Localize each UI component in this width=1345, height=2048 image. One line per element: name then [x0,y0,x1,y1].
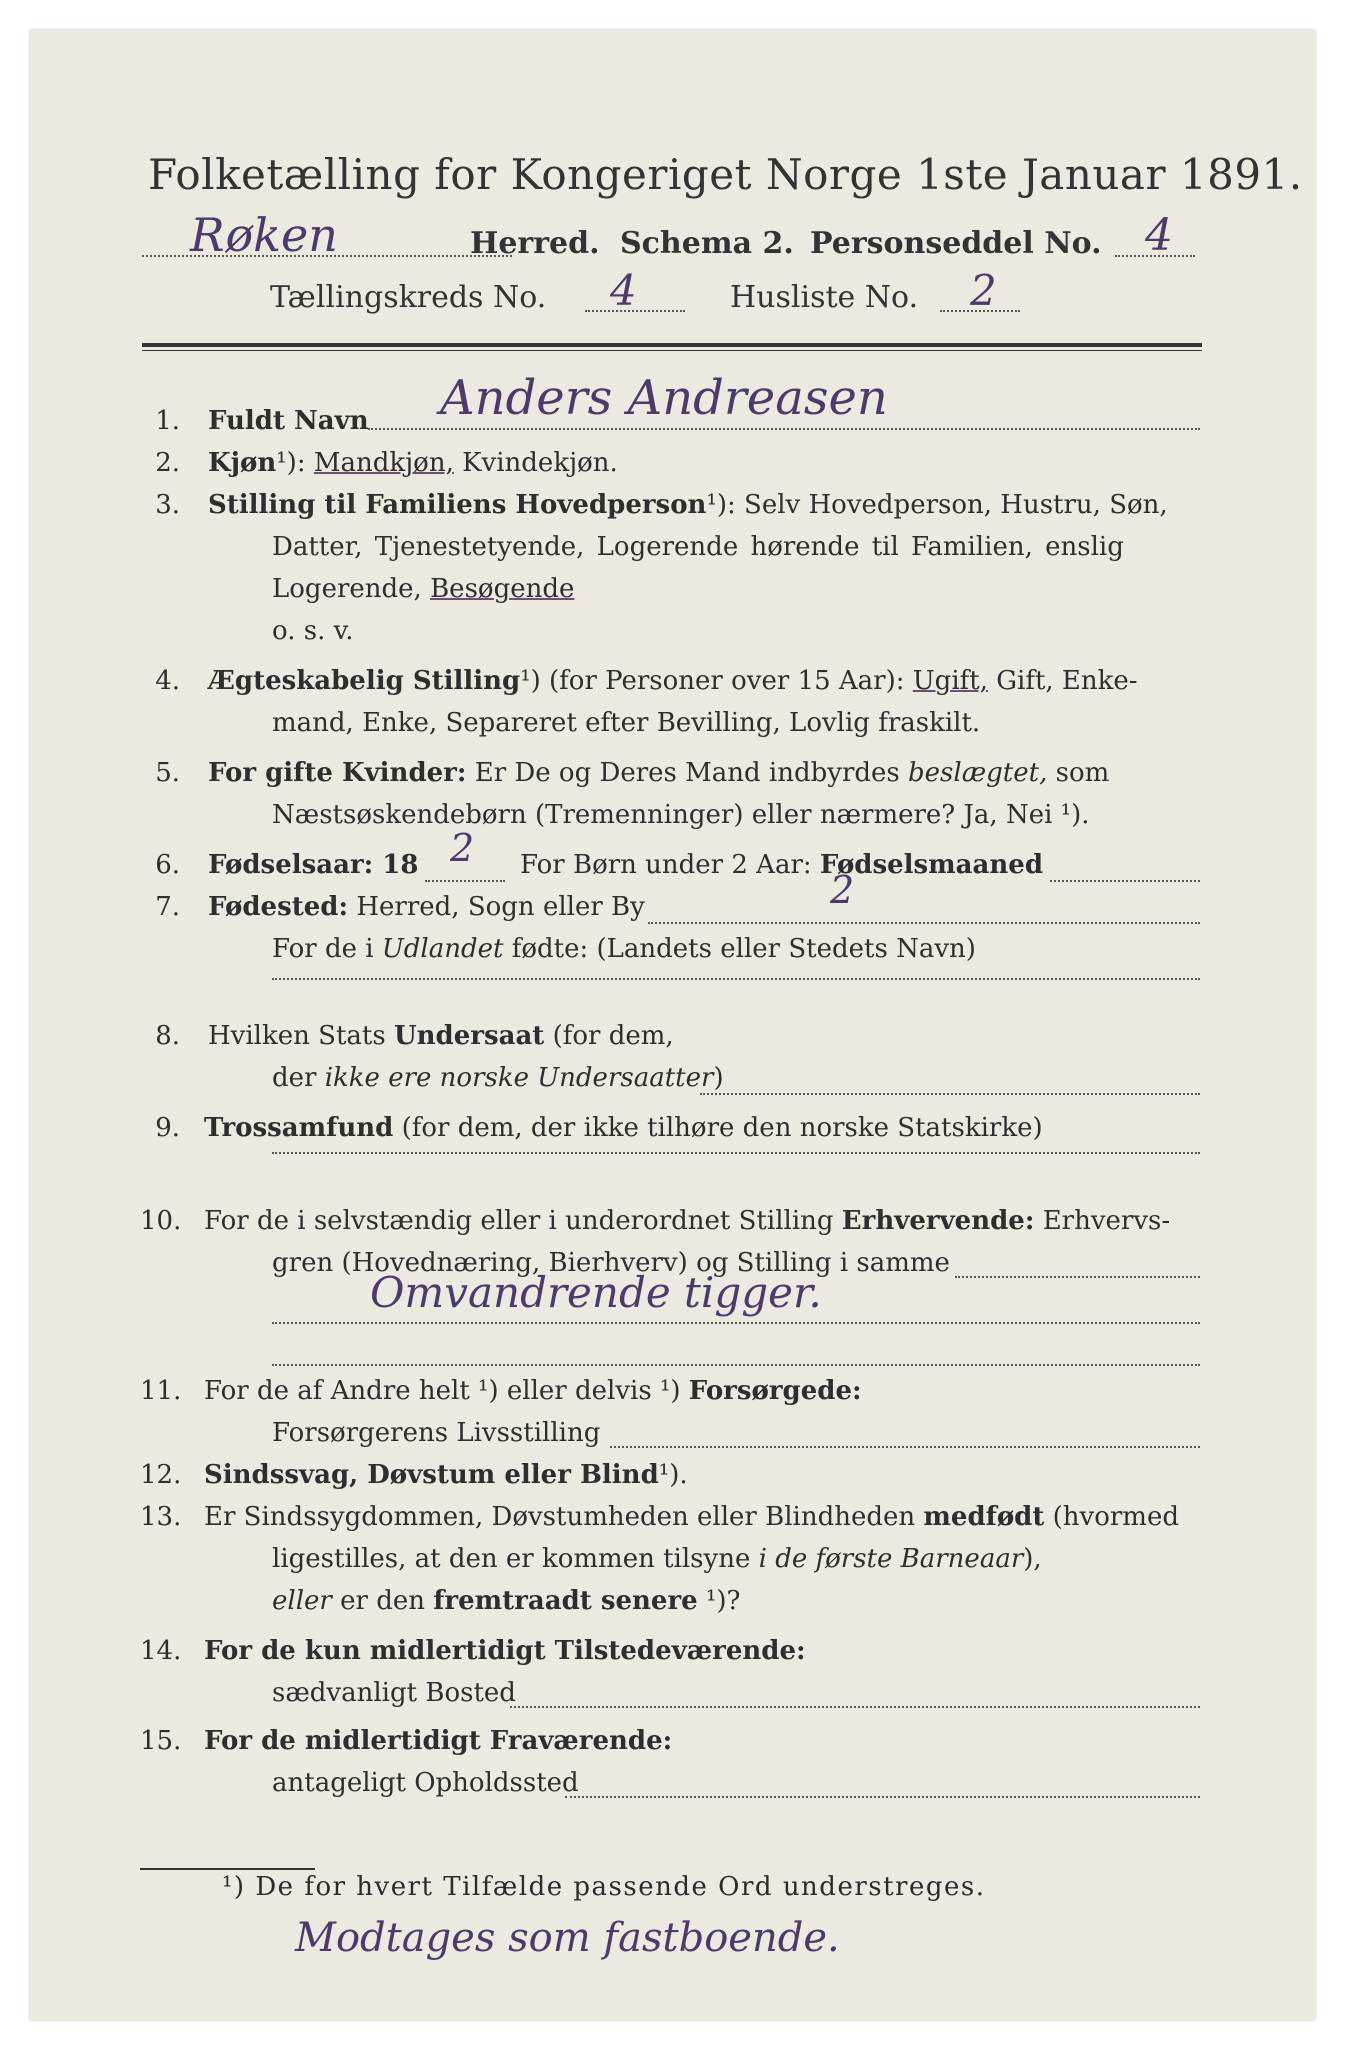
besogende-option: Besøgende [430,574,575,604]
residence-line [565,1796,1200,1798]
personseddel-label: Personseddel No. [810,226,1102,261]
kreds-label: Tællingskreds No. [270,280,547,315]
handwritten-annotation: Modtages som fastboende. [295,1915,840,1961]
form-title: Folketælling for Kongeriget Norge 1ste Januar 1891. [148,150,1303,199]
provider-line [610,1446,1200,1448]
herred-label: Herred. [470,226,600,261]
item-5-line2: Næstsøskendebørn (Tremenninger) eller nærmere? Ja, Nei ¹). [272,800,1090,830]
full-name-value: Anders Andreasen [440,370,888,426]
occupation-line-1 [955,1276,1200,1278]
item-1-line [368,428,1200,430]
kvindekjon-option: Kvindekjøn. [462,448,618,478]
husliste-value: 2 [970,266,997,315]
item-3-line2: Datter, Tjenestetyende, Logerende hørende til Familien, enslig [272,532,1124,562]
item-13-line3: eller er den fremtraadt senere ¹)? [272,1586,741,1616]
birthplace-value: 2 [830,868,855,912]
header-rule-thin [142,350,1202,351]
item-3-line3: Logerende, Besøgende [272,574,575,604]
mandkjon-option: Mandkjøn, [313,448,454,478]
kreds-value: 4 [610,266,637,315]
birthplace-line [648,922,1200,924]
schema-label: Schema 2. [620,226,794,261]
birth-month-line [1050,880,1200,882]
item-13-line2: ligestilles, at den er kommen tilsyne i de første Barneaar), [272,1544,1042,1574]
footnote-rule [140,1868,315,1870]
herred-value: Røken [190,208,338,262]
ugift-option: Ugift, [912,666,988,696]
item-11-line2: Forsørgerens Livsstilling [272,1418,601,1448]
item-3-line4: o. s. v. [272,616,354,646]
header-rule-thick [142,343,1202,347]
citizenship-line [700,1093,1200,1095]
item-7-line2: For de i Udlandet fødte: (Landets eller Stedets Navn) [272,934,976,964]
foreign-birthplace-line [272,978,1200,980]
item-10-line2: gren (Hovednæring, Bierhverv) og Stilling i samme [272,1248,950,1278]
usual-residence-line [510,1706,1200,1708]
item-15-line2: antageligt Opholdssted [272,1768,579,1798]
occupation-value: Omvandrende tigger. [370,1268,822,1317]
item-14-line2: sædvanligt Bosted [272,1678,516,1708]
item-1-label: Fuldt Navn [208,406,369,436]
occupation-line-3 [272,1364,1200,1366]
birth-year-line [425,880,505,882]
personseddel-value: 4 [1145,210,1173,261]
religion-line [272,1152,1200,1154]
item-4-line2: mand, Enke, Separeret efter Bevilling, Lovlig fraskilt. [272,708,981,738]
census-form: Folketælling for Kongeriget Norge 1ste Januar 1891. Røken Herred. Schema 2. Personseddel No. 4 Tællingskreds No. 4 Husliste No. 2 1. Fuldt Navn Anders Andreasen 2. Kjøn¹): Mandkjøn, Kvindekjøn. 3. Stilling til Familiens Hovedperson¹): Selv Hovedperson, Hustru, Søn, Datter, Tjenestetyende, Logerende hørende til Familien, enslig Logerende, Besøgende o. s. v. 4. Ægteskabelig Stilling¹) (for Personer over 15 Aar): Ugift, Gift, Enke- mand, Enke, Separeret efter Bevilling, Lovlig fraskilt. 5. For gifte Kvinder: Er De og Deres Mand indbyrdes beslægtet, som Næstsøskendebørn (Tremenninger) eller nærmere? Ja, Nei ¹). 6. Fødselsaar: 18 For Børn under 2 Aar: Fødselsmaaned 2 7. Fødested: Herred, Sogn eller By 2 For de i Udlandet fødte: (Landets eller Stedets Navn) 8. Hvilken Stats Undersaat (for dem, der ikke ere norske Undersaatter) 9. Trossamfund (for dem, der ikke tilhøre den norske Statskirke) 10. For de i selvstændig eller i underordnet Stilling Erhvervende: Erhvervs- gren (Hovednæring, Bierhverv) og Stilling i samme Omvandrende tigger. 11. For de af Andre helt ¹) eller delvis ¹) Forsørgede: Forsørgerens Livsstilling 12. Sindssvag, Døvstum eller Blind¹). 13. Er Sindssygdommen, Døvstumheden eller Blindheden medfødt (hvormed ligestilles, at den er kommen tilsyne i de første Barneaar), eller er den fremtraadt senere ¹)? 14. For de kun midlertidigt Tilstedeværende: sædvanligt Bosted 15. For de midlertidigt Fraværende: antageligt Opholdssted ¹) De for hvert Tilfælde passende Ord understreges. Modtages som fastboende. [30,30,1315,2020]
husliste-label: Husliste No. [730,280,919,315]
occupation-line-2 [272,1322,1200,1324]
birth-year-value: 2 [450,826,475,870]
footnote: ¹) De for hvert Tilfælde passende Ord understreges. [222,1872,986,1902]
item-8-line2: der ikke ere norske Undersaatter) [272,1063,724,1093]
